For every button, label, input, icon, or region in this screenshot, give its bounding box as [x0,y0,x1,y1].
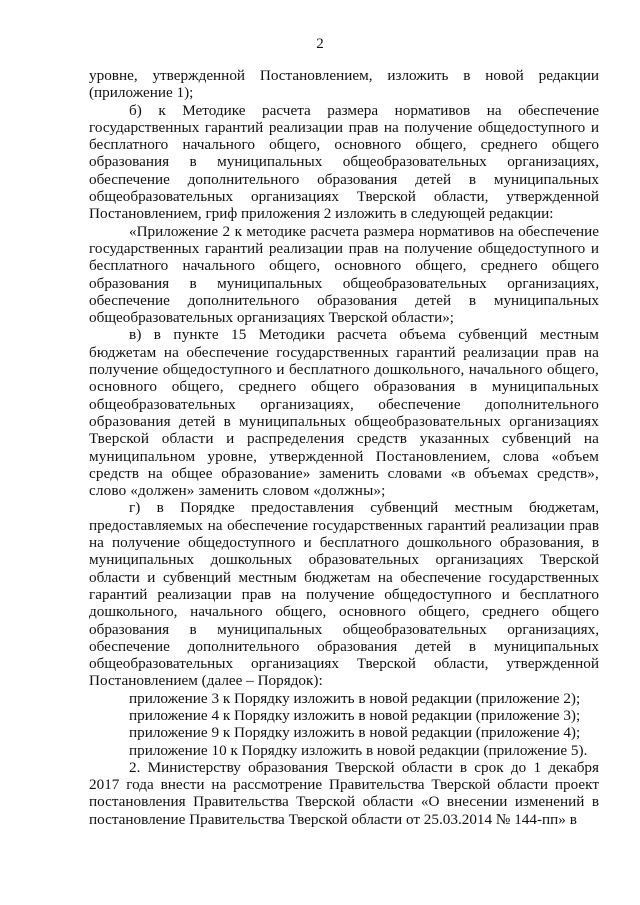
paragraph-item-b: б) к Методике расчета размера нормативов на обеспечение государственных гарантий реализации прав на получение общедоступного и бесплатного начального общего, основного общего, среднего общего образования в муниципальных общеобразовательных организациях, обеспечение дополнительного образования детей в муниципальных общеобразовательных организациях Тверской области, утвержденной Постановлением, гриф приложения 2 изложить в следующей редакции: [89,101,599,223]
list-item-appendix-9: приложение 9 к Порядку изложить в новой редакции (приложение 4); [129,724,581,742]
document-body [89,67,599,828]
paragraph-item-v: в) в пункте 15 Методики расчета объема субвенций местным бюджетам на обеспечение государственных гарантий реализации прав на получение общедоступного и бесплатного дошкольного, начального общего, основного общего, среднего общего образования в муниципальных общеобразовательных организациях, обеспечение дополнительного образования детей в муниципальных общеобразовательных организациях Тверской области и распределения средств указанных субвенций на муниципальном уровне, утвержденной Постановлением, слова «объем средств на общее образование» заменить словами «в объемах средств», слово «должен» заменить словом «должны»; [89,326,599,500]
page-number: 2 [316,36,324,52]
paragraph-continuation: уровне, утвержденной Постановлением, изложить в новой редакции (приложение 1); [89,67,599,102]
paragraph-point-2: 2. Министерству образования Тверской области в срок до 1 декабря 2017 года внести на рассмотрение Правительства Тверской области проект постановления Правительства Тверской области «О внесении изменений в постановление Правительства Тверской области от 25.03.2014 № 144-пп» в [89,758,599,828]
list-item-appendix-10: приложение 10 к Порядку изложить в новой редакции (приложение 5). [129,741,588,759]
paragraph-item-g: г) в Порядке предоставления субвенций местным бюджетам, предоставляемых на обеспечение государственных гарантий реализации прав на получение общедоступного и бесплатного дошкольного образования, в муниципальных дошкольных образовательных организациях Тверской области и субвенций местным бюджетам на обеспечение государственных гарантий реализации прав на получение общедоступного и бесплатного дошкольного, начального общего, основного общего, среднего общего образования в муниципальных общеобразовательных организациях, обеспечение дополнительного образования детей в муниципальных общеобразовательных организациях Тверской области, утвержденной Постановлением (далее – Порядок): [89,499,599,690]
list-item-appendix-4: приложение 4 к Порядку изложить в новой редакции (приложение 3); [129,706,581,724]
paragraph-quote-appendix-2: «Приложение 2 к методике расчета размера нормативов на обеспечение государственных гарантий реализации прав на получение общедоступного и бесплатного начального общего, основного общего, среднего общего образования в муниципальных общеобразовательных организациях, обеспечение дополнительного образования детей в муниципальных общеобразовательных организациях Тверской области»; [89,222,599,327]
list-item-appendix-3: приложение 3 к Порядку изложить в новой редакции (приложение 2); [129,689,581,707]
